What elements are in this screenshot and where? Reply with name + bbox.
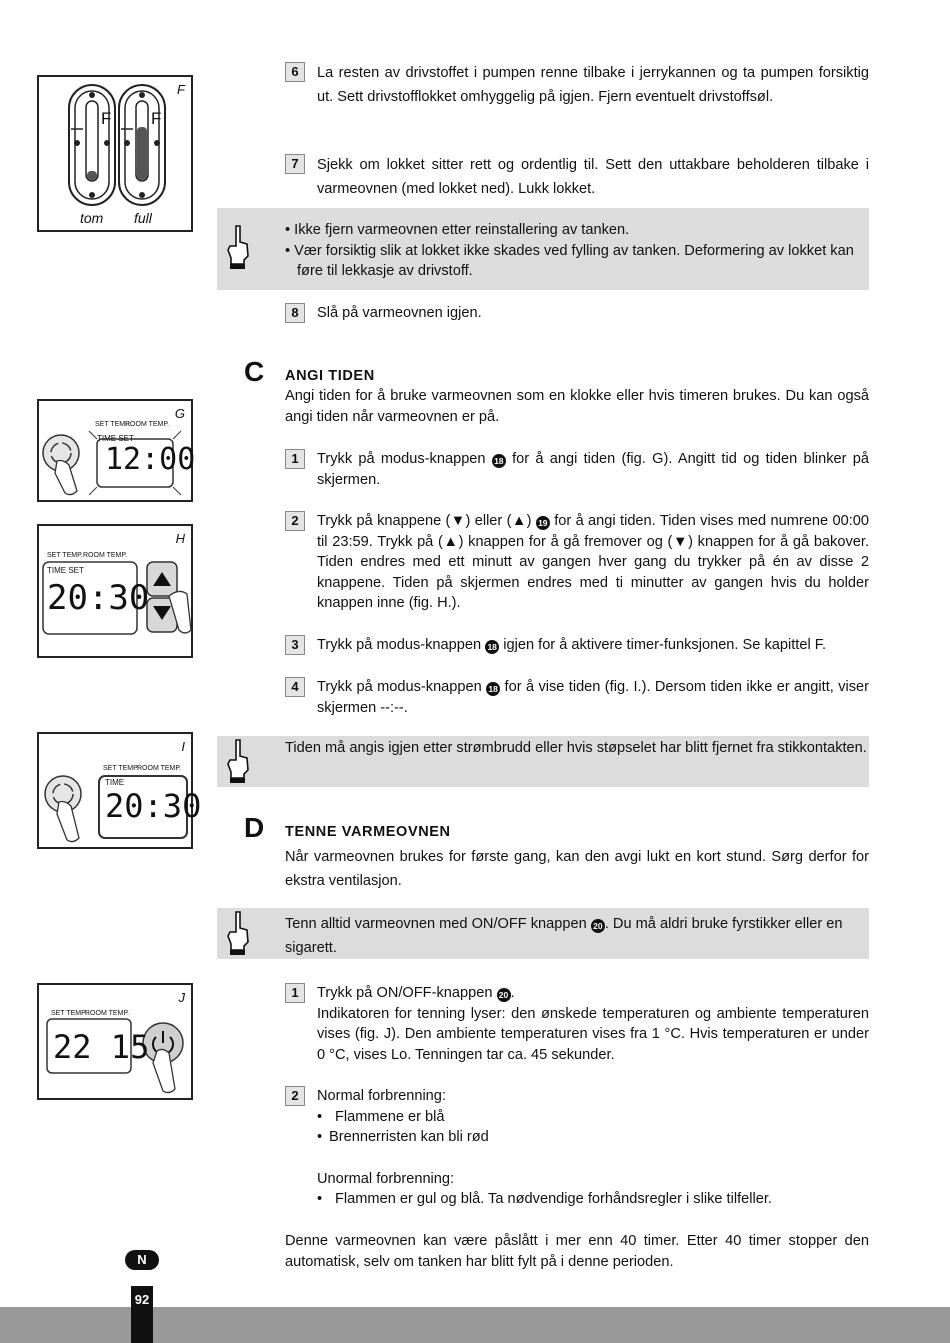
gauge-letter-left: F	[101, 109, 112, 128]
abnormal-title: Unormal forbrenning:	[317, 1170, 455, 1187]
list-item: • Brennerristen kan bli rød	[317, 1127, 869, 1148]
step-7	[285, 154, 869, 201]
step-text	[317, 1086, 869, 1210]
step-number: 2	[285, 1086, 305, 1106]
step-d2	[285, 1086, 869, 1210]
step-detail: Indikatoren for tenning lyser: den ønskede temperaturen og ambiente temperaturen vises (fig. J). Den ambiente temperaturen vises fra 1 °C. Hvis temperaturen er under 0 °C, vises Lo. Tenningen tar ca. 45 sekunder.	[317, 1005, 869, 1063]
step-text: Trykk på ON/OFF-knappen 20 . Indikatoren for tenning lyser: den ønskede temperaturen og ambiente temperaturen vises (fig. J). Den ambiente temperaturen vises fra 1 °C. Hvis temperaturen er under 0 °C, vises Lo. Tenningen tar ca. 45 sekunder.	[317, 983, 869, 1065]
step-number: 3	[285, 635, 305, 655]
note-box-power-loss	[217, 736, 869, 787]
step-text: Slå på varmeovnen igjen.	[317, 305, 482, 321]
room-temp-label: ROOM TEMP.	[85, 1010, 130, 1017]
figure-label: J	[178, 990, 185, 1005]
room-temp-label: ROOM TEMP.	[125, 421, 170, 428]
step-c1	[285, 449, 869, 490]
step-text: La resten av drivstoffet i pumpen renne tilbake i jerrykannen og ta pumpen forsiktig ut. Sett drivstofflokket omhyggelig på igjen. Fjern eventuelt drivstoffsøl.	[317, 65, 869, 105]
list-item: • Flammene er blå	[317, 1107, 869, 1128]
figure-label: I	[181, 739, 185, 754]
room-temp-label: ROOM TEMP.	[137, 765, 182, 772]
lcd-time: 20:30	[105, 787, 202, 825]
figure-f	[37, 75, 193, 232]
section-title-d: TENNE VARMEOVNEN	[285, 824, 451, 840]
language-badge: N	[125, 1250, 159, 1270]
ref-number-icon: 20	[497, 988, 511, 1002]
ref-number-icon: 18	[492, 454, 506, 468]
page-number: 92	[134, 1292, 150, 1307]
step-text: Trykk på modus-knappen 18 for å vise tiden (fig. I.). Dersom tiden ikke er angitt, viser skjermen --:--.	[317, 679, 870, 716]
section-letter-d: D	[244, 812, 265, 843]
pointing-hand-icon	[225, 910, 251, 956]
figure-g	[37, 399, 196, 502]
set-temp-label: SET TEMP.	[51, 1010, 87, 1017]
empty-label: tom	[80, 210, 104, 226]
list-item: • Flammen er gul og blå. Ta nødvendige forhåndsregler i slike tilfeller.	[317, 1189, 869, 1210]
ref-number-icon: 20	[591, 919, 605, 933]
note-box-tank	[217, 208, 869, 290]
step-number: 7	[285, 154, 305, 174]
figure-j	[37, 983, 193, 1100]
ref-number-icon: 18	[485, 640, 499, 654]
step-c2	[285, 511, 869, 614]
step-d1	[285, 983, 869, 1065]
pointing-hand-icon	[225, 224, 251, 270]
figure-i	[37, 732, 202, 849]
lcd-time: 12:00	[105, 442, 196, 477]
pointing-hand-icon	[225, 738, 251, 784]
mode-label: TIME SET	[47, 566, 84, 575]
ref-number-icon: 18	[486, 682, 500, 696]
step-number: 2	[285, 511, 305, 531]
note-bullet: • Vær forsiktig slik at lokket ikke skades ved fylling av tanken. Deformering av lokket kan føre til lekkasje av drivstoff.	[285, 242, 854, 279]
room-temp-label: ROOM TEMP.	[83, 552, 128, 559]
figure-label: H	[175, 531, 185, 546]
step-text: Trykk på knappene (▼) eller (▲) 19 for å angi tiden. Tiden vises med numrene 00:00 til 23:59. Trykk på (▲) knappen for å gå fremover og (▼) knappen for å gå bakover. Tiden endres med ett minutt av gangen hver gang du trykker på én av disse 2 knappene. Tiden på skjermen endres med ti minutter av gangen hvis du holder knappen inne (fig. H.).	[317, 513, 869, 611]
note-text: Tenn alltid varmeovnen med ON/OFF knappen 20 . Du må aldri bruke fyrstikker eller en sigarett.	[285, 916, 843, 956]
note-box-ignition	[217, 908, 869, 959]
step-8	[285, 303, 869, 324]
fuel-gauge-illustration	[39, 77, 191, 230]
step-text: Trykk på modus-knappen 18 for å angi tiden (fig. G). Angitt tid og tiden blinker på skjermen.	[317, 451, 869, 488]
closing-paragraph: Denne varmeovnen kan være påslått i mer enn 40 timer. Etter 40 timer stopper den automatisk, selv om tanken har blitt fylt på i denne perioden.	[285, 1233, 869, 1270]
figure-label: G	[174, 406, 185, 421]
note-text: Tiden må angis igjen etter strømbrudd eller hvis støpselet har blitt fjernet fra stikkontakten.	[285, 740, 867, 756]
normal-title: Normal forbrenning:	[317, 1088, 446, 1104]
note-bullet: • Ikke fjern varmeovnen etter reinstallering av tanken.	[285, 222, 630, 238]
figure-h	[37, 524, 193, 658]
mode-label: TIME	[105, 778, 125, 787]
lcd-time: 20:30	[47, 578, 150, 618]
step-c3	[285, 635, 869, 656]
ref-number-icon: 19	[536, 516, 550, 530]
full-label: full	[134, 210, 152, 226]
step-number: 1	[285, 983, 305, 1003]
set-temp-label: SET TEMP.	[47, 552, 83, 559]
gauge-letter-right: F	[151, 109, 162, 128]
figure-label: F	[177, 82, 185, 97]
mode-label: TIME SET	[97, 434, 134, 443]
step-number: 8	[285, 303, 305, 323]
section-letter-c: C	[244, 356, 265, 387]
set-temp-label: SET TEMP.	[103, 765, 139, 772]
section-intro-c: Angi tiden for å bruke varmeovnen som en klokke eller hvis timeren brukes. Du kan også angi tiden når varmeovnen er på.	[285, 388, 869, 425]
step-6	[285, 62, 869, 109]
step-number: 4	[285, 677, 305, 697]
step-c4	[285, 677, 869, 718]
step-number: 1	[285, 449, 305, 469]
step-number: 6	[285, 62, 305, 82]
lcd-temperatures: 22 15	[53, 1028, 150, 1066]
step-text: Trykk på modus-knappen 18 igjen for å aktivere timer-funksjonen. Se kapittel F.	[317, 637, 827, 653]
section-title-c: ANGI TIDEN	[285, 368, 375, 384]
section-intro-d: Når varmeovnen brukes for første gang, kan den avgi lukt en kort stund. Sørg derfor for ekstra ventilasjon.	[285, 849, 869, 889]
set-temp-label: SET TEMP.	[95, 421, 131, 428]
step-text: Sjekk om lokket sitter rett og ordentlig til. Sett den uttakbare beholderen tilbake i varmeovnen (med lokket ned). Lukk lokket.	[317, 157, 869, 197]
